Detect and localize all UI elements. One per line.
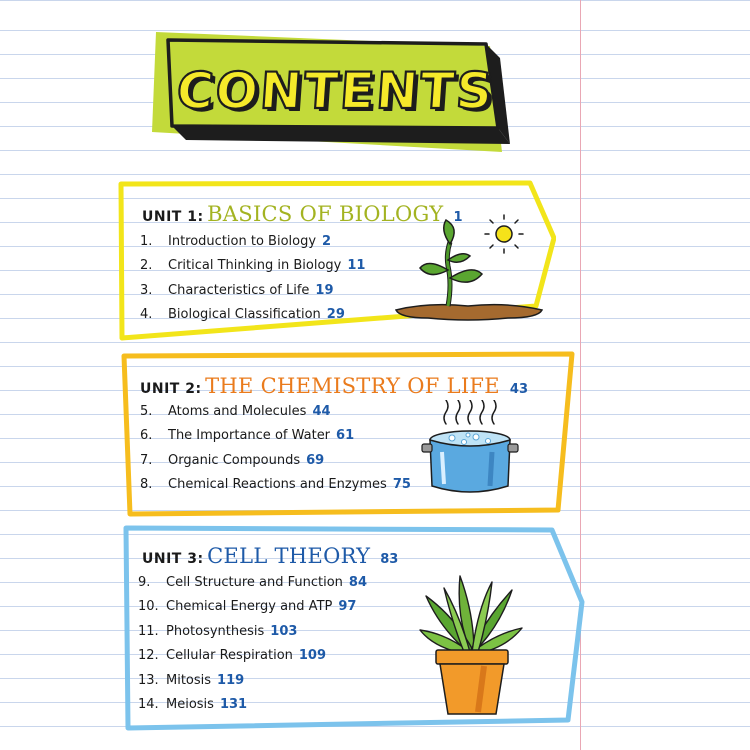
unit-page-number: 83: [380, 552, 399, 567]
chapter-page: 2: [322, 233, 332, 249]
chapter-item[interactable]: [140, 424, 411, 449]
chapter-item[interactable]: [140, 254, 365, 279]
unit-label: UNIT 2: [140, 381, 196, 397]
chapter-item[interactable]: [140, 303, 365, 328]
chapter-title: Organic Compounds: [168, 452, 301, 468]
chapter-item[interactable]: [140, 399, 411, 424]
unit-3-section: [120, 522, 590, 734]
chapter-page: 97: [338, 599, 357, 615]
chapter-title: Chemical Reactions and Enzymes: [168, 477, 387, 493]
sun-icon: [485, 215, 523, 253]
chapter-page: 103: [270, 623, 298, 639]
chapter-title: Mitosis: [166, 672, 212, 688]
unit-colon: :: [197, 551, 204, 567]
chapter-title: Characteristics of Life: [168, 282, 310, 298]
boiling-pot-icon: [418, 400, 538, 500]
chapter-page: 29: [326, 307, 345, 323]
chapter-page: 44: [312, 403, 331, 419]
chapter-page: 19: [315, 282, 334, 298]
unit-label: UNIT 3: [142, 551, 198, 567]
unit-2-section: [118, 350, 578, 520]
unit-label: UNIT 1: [142, 209, 198, 225]
chapter-title: Cellular Respiration: [166, 648, 293, 664]
chapter-page: 75: [392, 477, 411, 493]
chapter-number: 14.: [138, 697, 159, 713]
chapter-page: 119: [217, 672, 245, 688]
chapter-title: Biological Classification: [168, 307, 321, 323]
chapter-item[interactable]: [140, 448, 411, 473]
chapter-number: 7.: [140, 452, 153, 468]
chapter-number: 11.: [138, 623, 159, 639]
unit-page-number: 1: [453, 210, 463, 225]
unit-title: THE CHEMISTRY OF LIFE: [205, 374, 500, 398]
unit-title: CELL THEORY: [207, 544, 371, 568]
chapter-number: 9.: [138, 574, 151, 590]
chapter-number: 6.: [140, 428, 153, 444]
chapter-number: 4.: [140, 307, 153, 323]
chapter-item[interactable]: [140, 229, 365, 254]
chapter-page: 84: [348, 574, 368, 590]
chapter-number: 2.: [140, 258, 153, 274]
page-title: CONTENTS: [174, 62, 497, 120]
chapter-title: Chemical Energy and ATP: [166, 599, 333, 615]
chapter-item[interactable]: [138, 693, 367, 718]
chapter-title: The Importance of Water: [168, 428, 331, 444]
chapter-item[interactable]: [138, 644, 367, 669]
chapter-item[interactable]: [140, 278, 365, 303]
chapter-item[interactable]: [138, 570, 367, 595]
unit-1-chapter-list: [140, 229, 365, 327]
chapter-item[interactable]: [138, 668, 367, 693]
chapter-title: Cell Structure and Function: [166, 574, 343, 590]
unit-3-chapter-list: [138, 570, 367, 717]
unit-1-section: [116, 178, 556, 343]
title-banner: [150, 28, 520, 158]
potted-plant-icon: [416, 568, 526, 718]
chapter-page: 69: [306, 452, 325, 468]
chapter-title: Meiosis: [166, 697, 214, 713]
chapter-page: 131: [219, 697, 248, 713]
unit-colon: :: [195, 381, 202, 397]
unit-2-chapter-list: [140, 399, 411, 497]
unit-page-number: 43: [509, 382, 529, 397]
chapter-number: 12.: [138, 648, 159, 664]
chapter-number: 8.: [140, 477, 153, 493]
chapter-number: 5.: [140, 403, 153, 419]
unit-title: BASICS OF BIOLOGY: [207, 202, 444, 226]
chapter-item[interactable]: [138, 595, 367, 620]
chapter-number: 13.: [138, 672, 159, 688]
unit-colon: :: [197, 209, 204, 225]
plant-sprout-icon: [388, 214, 548, 324]
chapter-title: Atoms and Molecules: [168, 403, 307, 419]
chapter-item[interactable]: [138, 619, 367, 644]
chapter-page: 11: [347, 258, 366, 274]
unit-3-heading: [142, 544, 398, 568]
chapter-title: Introduction to Biology: [168, 233, 317, 249]
chapter-page: 109: [298, 648, 327, 664]
chapter-number: 3.: [140, 282, 153, 298]
chapter-title: Photosynthesis: [166, 623, 265, 639]
chapter-item[interactable]: [140, 473, 411, 498]
chapter-number: 10.: [138, 599, 159, 615]
chapter-page: 61: [336, 428, 355, 444]
chapter-number: 1.: [140, 233, 153, 249]
unit-2-heading: [140, 374, 528, 398]
chapter-title: Critical Thinking in Biology: [168, 258, 342, 274]
